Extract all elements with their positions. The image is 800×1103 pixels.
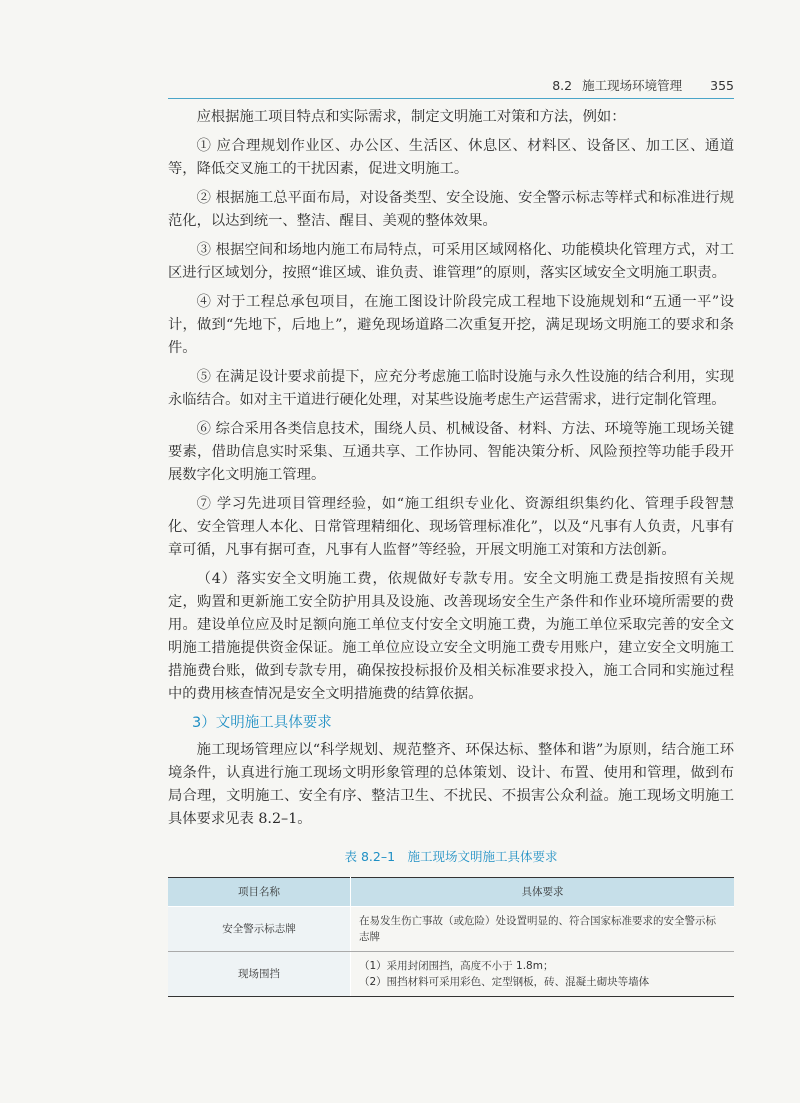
page-body	[168, 106, 734, 997]
paragraph: （4）落实安全文明施工费，依规做好专款专用。安全文明施工费是指按照有关规定，购置和更新施工安全防护用具及设施、改善现场安全生产条件和作业环境所需要的费用。建设单位应及时足额向施工单位支付安全文明施工费，为施工单位采取完善的安全文明施工措施提供资金保证。施工单位应设立安全文明施工费专用账户，建立安全文明施工措施费台账，做到专款专用，确保按投标报价及相关标准要求投入，施工合同和实施过程中的费用核查情况是安全文明措施费的结算依据。	[168, 571, 734, 702]
paragraph: ① 应合理规划作业区、办公区、生活区、休息区、材料区、设备区、加工区、通道等，降低交叉施工的干扰因素，促进文明施工。	[168, 138, 734, 177]
table-row	[168, 952, 734, 997]
subheading: 3）文明施工具体要求	[192, 715, 332, 731]
table-caption: 表 8.2–1 施工现场文明施工具体要求	[344, 849, 558, 864]
column-header: 具体要求	[351, 878, 735, 907]
section-title: 施工现场环境管理	[582, 78, 683, 93]
table-header-row	[168, 878, 734, 907]
requirement-line: 在易发生伤亡事故（或危险）处设置明显的、符合国家标准要求的安全警示标志牌	[359, 915, 716, 943]
column-header: 项目名称	[168, 878, 351, 907]
requirement-cell	[351, 952, 735, 997]
paragraph: 应根据施工项目特点和实际需求，制定文明施工对策和方法，例如：	[196, 109, 626, 125]
paragraph: ⑦ 学习先进项目管理经验，如“施工组织专业化、资源组织集约化、管理手段智慧化、安全管理人本化、日常管理精细化、现场管理标准化”，以及“凡事有人负责，凡事有章可循，凡事有据可查，凡事有人监督”等经验，开展文明施工对策和方法创新。	[168, 496, 734, 558]
item-name-cell: 现场围挡	[168, 952, 351, 997]
item-name-cell: 安全警示标志牌	[168, 907, 351, 952]
paragraph: ② 根据施工总平面布局，对设备类型、安全设施、安全警示标志等样式和标准进行规范化，以达到统一、整洁、醒目、美观的整体效果。	[168, 190, 734, 229]
requirements-table	[168, 877, 734, 997]
paragraph: 施工现场管理应以“科学规划、规范整齐、环保达标、整体和谐”为原则，结合施工环境条件，认真进行施工现场文明形象管理的总体策划、设计、布置、使用和管理，做到布局合理，文明施工、安全有序、整洁卫生、不扰民、不损害公众利益。施工现场文明施工具体要求见表 8.2–1。	[168, 742, 734, 827]
section-number: 8.2	[552, 77, 573, 93]
paragraph: ⑥ 综合采用各类信息技术，围绕人员、机械设备、材料、方法、环境等施工现场关键要素，借助信息实时采集、互通共享、工作协同、智能决策分析、风险预控等功能手段开展数字化文明施工管理。	[168, 421, 734, 483]
requirement-line: （2）围挡材料可采用彩色、定型钢板，砖、混凝土砌块等墙体	[359, 976, 650, 988]
running-header	[168, 72, 734, 99]
table-row	[168, 907, 734, 952]
requirement-cell	[351, 907, 735, 952]
paragraph: ④ 对于工程总承包项目，在施工图设计阶段完成工程地下设施规划和“五通一平”设计，做到“先地下，后地上”，避免现场道路二次重复开挖，满足现场文明施工的要求和条件。	[168, 294, 734, 356]
page-number: 355	[710, 77, 734, 93]
paragraph: ③ 根据空间和场地内施工布局特点，可采用区域网格化、功能模块化管理方式，对工区进行区域划分，按照“谁区域、谁负责、谁管理”的原则，落实区域安全文明施工职责。	[168, 242, 734, 281]
requirement-line: （1）采用封闭围挡，高度不小于 1.8m；	[359, 960, 554, 972]
paragraph: ⑤ 在满足设计要求前提下，应充分考虑施工临时设施与永久性设施的结合利用，实现永临结合。如对主干道进行硬化处理，对某些设施考虑生产运营需求，进行定制化管理。	[168, 369, 734, 408]
